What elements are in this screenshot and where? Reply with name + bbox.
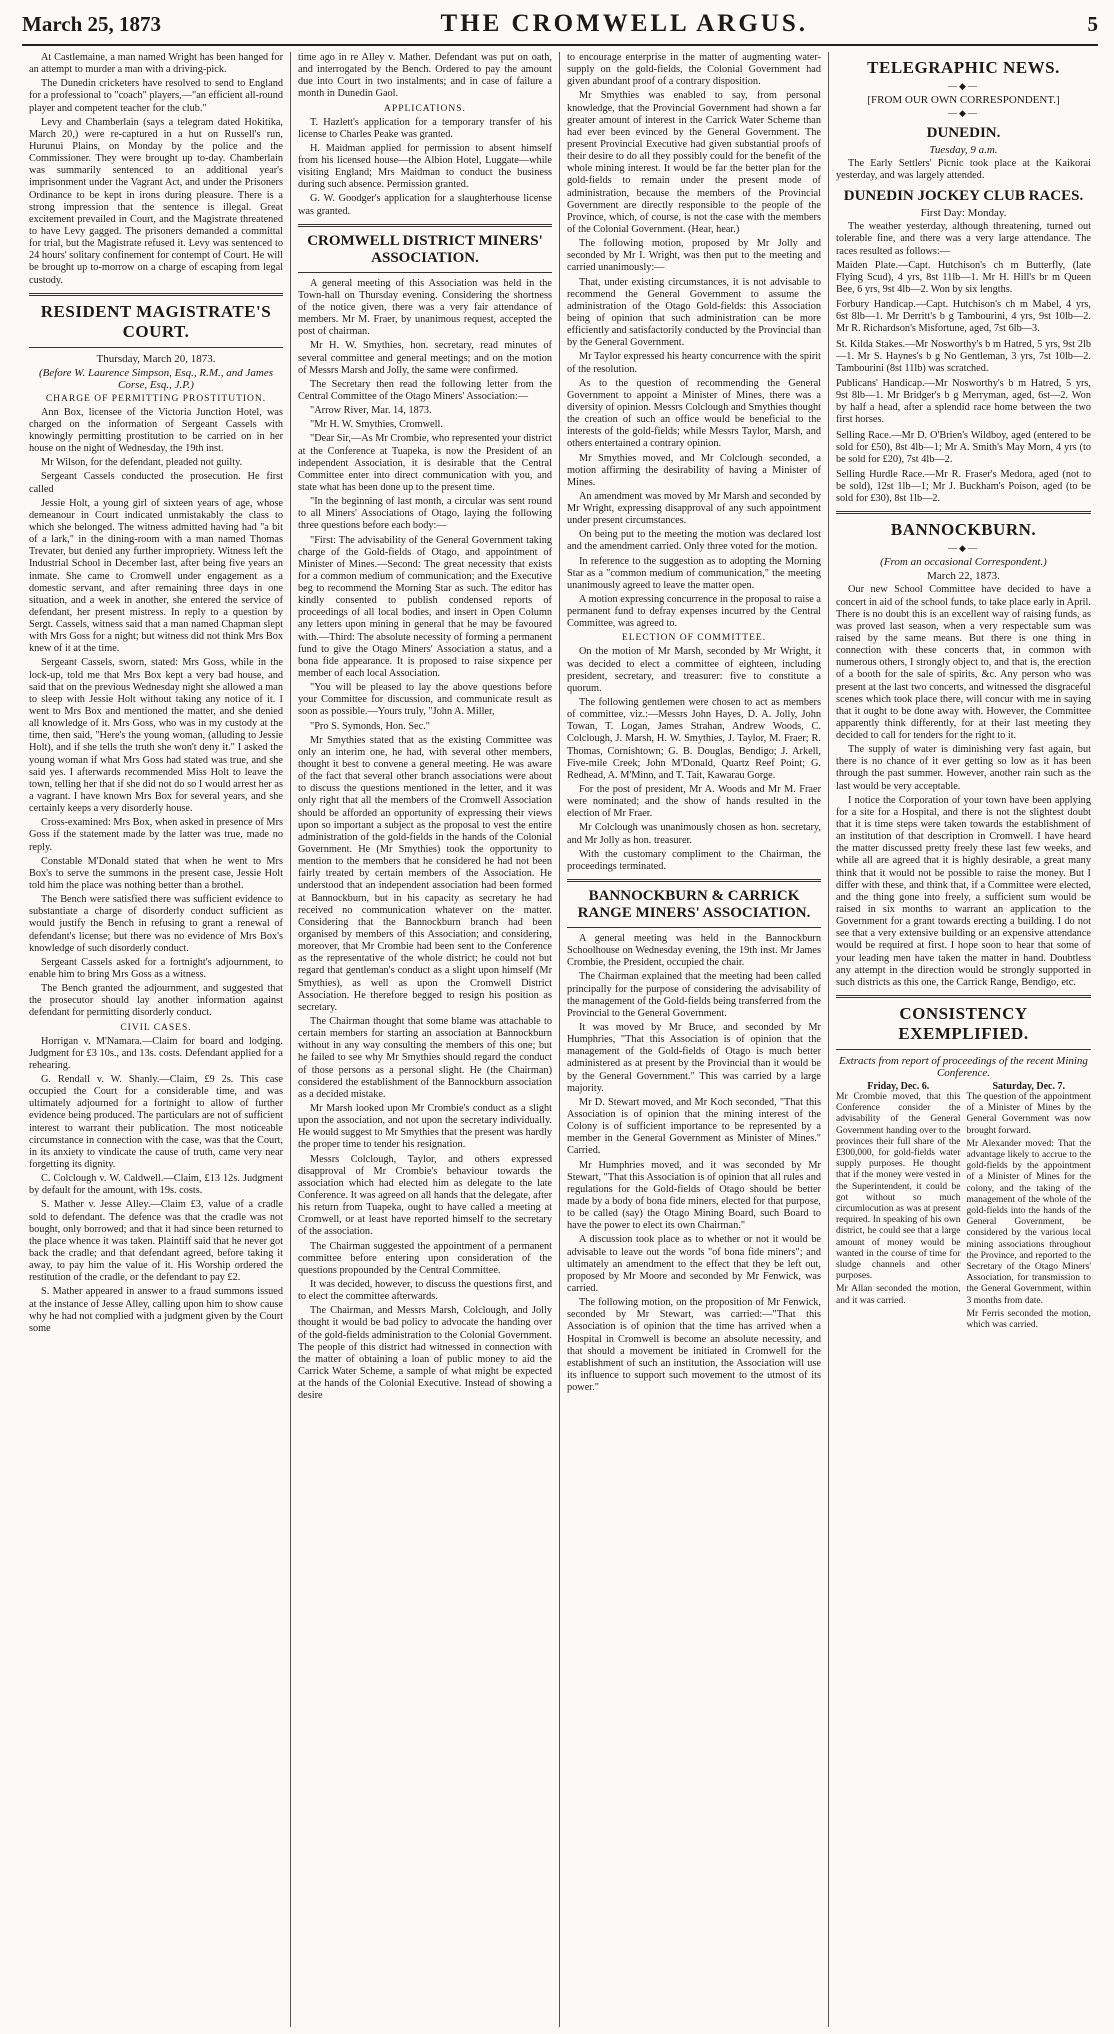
paragraph: A general meeting was held in the Bannockburn Schoolhouse on Wednesday evening, the 19th inst. Mr James Crombie, the President, occupied the chair. <box>567 933 821 969</box>
paragraph: On being put to the meeting the motion was declared lost and the amendment carried. Only three voted for the motion. <box>567 529 821 553</box>
ornament-divider: —◆— <box>948 108 979 118</box>
paragraph: The Secretary then read the following letter from the Central Committee of the Otago Miners' Association:— <box>298 378 552 402</box>
divider <box>567 927 821 928</box>
two-column-extract <box>836 1081 1091 1333</box>
paragraph: The following gentlemen were chosen to act as members of committee, viz.:—Messrs John Hayes, D. A. Jolly, John Towan, T. Logan, James Strahan, Andrew Woods, C. Colclough, J. Marsh, H. W. Smythies, J. Taylor, M. Fraer; R. Thomas, Cornishtown; G. B. Douglas, Bendigo; J. Arkell, Five-mile Creek; John M'Donald, Quartz Reef Point; G. Redhead, A. M'Minn, and T. Tait, Kawarau Gorge. <box>567 697 821 781</box>
paragraph: G. W. Goodger's application for a slaughterhouse license was granted. <box>298 193 552 217</box>
divider <box>836 995 1091 998</box>
paragraph: Mr Humphries moved, and it was seconded by Mr Stewart, "That this Association is of opinion that all rules and regulations for the Gold-fields of Otago should be better made by a body of bona fide miners, elected for that purpose, to be called (say) the Otago Mining Board, such Board to have the power to elect its own Chairman." <box>567 1159 821 1232</box>
paragraph: Mr Ferris seconded the motion, which was carried. <box>966 1308 1091 1331</box>
paragraph: Mr Taylor expressed his hearty concurrence with the spirit of the resolution. <box>567 351 821 375</box>
paragraph: Sergeant Cassels conducted the prosecution. He first called <box>29 471 283 495</box>
paragraph: Jessie Holt, a young girl of sixteen years of age, whose demeanour in Court indicated unmistakably the class to which she belonged. The witness admitted having had "a bit of a lark," in the dining-room with a man named Thomas Trevater, but denied any further impropriety. Witness left the Industrial School in December last, after being five years an inmate. She came to Cromwell under engagement as a domestic servant, and after remaining three days in one situation, and a week in another, she entered the service of defendant, her present mistress. In reply to a question by Sergt. Cassels, witness said that a man named Chapman slept with Mrs Goss for a night; but witness did not think Mrs Box knew of it at the time. <box>29 497 283 655</box>
paragraph: S. Mather v. Jesse Alley.—Claim £3, value of a cradle sold to defendant. The defence was that the cradle was not bought, only borrowed; and that it had since been returned to the place whence it was taken. Plaintiff said that he never got back the cradle; and that defendant agreed, before taking it away, to pay him the value of it. His Worship ordered the restitution of the cradle, or the defendant to pay £2. <box>29 1199 283 1284</box>
ornament-divider: —◆— <box>948 543 979 554</box>
article-heading: CONSISTENCY EXEMPLIFIED. <box>898 1004 1029 1044</box>
paragraph: Messrs Colclough, Taylor, and others expressed disapproval of Mr Crombie's behaviour towards the association which had elected him as delegate to the late Conference. It was agreed on all hands that the delegate, after his return from Tuapeka, ought to have called a meeting at Cromwell, or at least have reported himself to the secretary of the association. <box>298 1153 552 1238</box>
divider <box>298 224 552 227</box>
paragraph: I notice the Corporation of your town have been applying for a site for a Hospital, and there is not the slightest doubt that it is time steps were taken towards the establishment of an institution of that description in Cromwell. I have heard the matter discussed pretty freely these last few weeks, and while all are agreed that it is highly desirable, a great many think that it would not be possible to raise the money. But I differ with these, and think that, if a Committee were elected, and the thing gone into freely, a sufficient sum would be raised in six months to warrant an application to the Government for a grant towards erecting a building. I do not see that a very extensive building or an expensive attendance would be required at first. I hope soon to hear that some of your leading men have taken the matter in hand. Doubtless any attempt in the direction would be strongly supported in such districts as this one, the Carrick Range, Bendigo, etc. <box>836 794 1091 988</box>
masthead-title: THE CROMWELL ARGUS. <box>440 10 808 37</box>
paragraph: "First: The advisability of the General Government taking charge of the Gold-fields of Otago, and appointment of Minister of Mines.—Second: The great necessity that exists for a common medium of communication; and the Executive beg to recommend the Morning Star as such. The editor has kindly consented to publish condensed reports of proceedings of all local bodies, and insert in Open Column any letters upon mining in general that he may be favoured with.—Third: The absolute necessity of forming a permanent fund to give the Otago Miners' Association a status, and a bona fide appearance. It is proposed to raise sixpence per member of each local Association. <box>298 534 552 680</box>
extract-date: Saturday, Dec. 7. <box>992 1081 1065 1093</box>
masthead <box>22 10 1098 46</box>
column-4 <box>829 52 1098 2027</box>
paragraph: It was moved by Mr Bruce, and seconded by Mr Humphries, "That this Association is of opinion that the management of the Gold-fields of Otago is much better administered as at present by the Provincial than it would be by the General Government." This was carried by a large majority. <box>567 1021 821 1094</box>
article-byline: (From an occasional Correspondent.) <box>880 556 1047 569</box>
article-subheading: Extracts from report of proceedings of the recent Mining Conference. <box>839 1055 1088 1080</box>
paragraph: Sergeant Cassels, sworn, stated: Mrs Goss, while in the lock-up, told me that Mrs Box kept a very bad house, and said that on the previous Wednesday night she allowed a man to sleep with Jessie Holt without taking any notice of it. I went to Mrs Box and mentioned the matter, and she denied all knowledge of it. Mrs Goss, who was in my custody at the time, then said, "Here's the young woman, (alluding to Jessie Holt), and if she tells the truth she won't deny it." I asked the young woman if what Mrs Goss had stated was true, and she said yes. I afterwards recommended Miss Holt to leave the town, telling her that if she did not do so I would arrest her as a vagrant. I have known Mrs Box for several years, and she certainly keeps a very disorderly house. <box>29 657 283 815</box>
paragraph: Mr Smythies moved, and Mr Colclough seconded, a motion affirming the desirability of having a Minister of Mines. <box>567 452 821 488</box>
article-heading: CROMWELL DISTRICT MINERS' ASSOCIATION. <box>307 232 543 266</box>
article-date: Tuesday, 9 a.m. <box>929 144 998 156</box>
race-result: Publicans' Handicap.—Mr Nosworthy's b m Hatred, 5 yrs, 9st 8lb—1. Mr Bridger's b g Merryman, aged, 6st—2. Won by half a head, after a splendid race home between the two first horses. <box>836 377 1091 426</box>
paragraph: "Dear Sir,—As Mr Crombie, who represented your district at the Conference at Tuapeka, is now the President of an independent Association, it is desirable that the Central Committee enter into direct communication with you, and state what has been done up to the present time. <box>298 433 552 493</box>
article-date: Thursday, March 20, 1873. <box>96 352 216 365</box>
race-result: St. Kilda Stakes.—Mr Nosworthy's b m Hatred, 5 yrs, 9st 2lb—1. Mr S. Haynes's b g No Gentleman, 3 yrs, 7st 10lb—2. Tambourini (8st 11lb) was scratched. <box>836 338 1091 374</box>
paragraph: Mr H. W. Smythies, hon. secretary, read minutes of several committee and general meetings; and on the motion of Messrs Marsh and Jolly, the same were confirmed. <box>298 340 552 376</box>
paragraph: Sergeant Cassels asked for a fortnight's adjournment, to enable him to bring Mrs Goss as a witness. <box>29 956 283 980</box>
paragraph: T. Hazlett's application for a temporary transfer of his license to Charles Peake was granted. <box>298 116 552 140</box>
section-subheading: CHARGE OF PERMITTING PROSTITUTION. <box>45 393 267 404</box>
page-number: 5 <box>1087 12 1098 36</box>
divider <box>29 293 283 296</box>
race-result: Selling Race.—Mr D. O'Brien's Wildboy, aged (entered to be sold for £50), 8st 4lb—1; Mr A. Smith's May Morn, 4 yrs (to be sold for £20), 7st 4lb—2. <box>836 429 1091 465</box>
paragraph: Mr D. Stewart moved, and Mr Koch seconded, "That this Association is of opinion that the mining interest of the Colony is of sufficient importance to be represented by a member in the General Government as Minister of Mines." Carried. <box>567 1096 821 1157</box>
paragraph: The weather yesterday, although threatening, turned out tolerable fine, and there was a very large attendance. The races resulted as follows:— <box>836 221 1091 257</box>
paragraph: The Chairman thought that some blame was attachable to certain members for starting an association at Bannockburn without in any way consulting the members of this one; but he failed to see why Mr Smythies should regard the conduct of those persons as a personal slight. He (the Chairman) considered the establishment of the Bannockburn association as a decided mistake. <box>298 1015 552 1100</box>
paragraph: At Castlemaine, a man named Wright has been hanged for an attempt to murder a man with a driving-pick. <box>29 52 283 76</box>
paragraph: The Chairman, and Messrs Marsh, Colclough, and Jolly thought it would be bad policy to advocate the handing over of the gold-fields administration to the Colonial Government. The people of this district had witnessed in connection with the matter of obtaining a loan of public money to aid the Carrick Water Scheme, a sample of what might be expected at the hands of the Colonial Executive. Instead of showing a desire <box>298 1305 552 1402</box>
section-heading: DUNEDIN. <box>926 125 1001 141</box>
divider <box>298 272 552 273</box>
paragraph: The question of the appointment of a Minister of Mines by the General Government was now brought forward. <box>966 1092 1091 1136</box>
divider <box>836 1049 1091 1050</box>
paragraph: The Bench were satisfied there was sufficient evidence to substantiate a charge of disorderly conduct sufficient as would justify the Bench in refusing to grant a renewal of defendant's license; but there was no evidence of Mrs Box's knowledge of such disorderly conduct. <box>29 894 283 954</box>
paragraph: "Arrow River, Mar. 14, 1873. <box>310 405 432 417</box>
paragraph: Mr Crombie moved, that this Conference consider the advisability of the General Government handing over to the provinces their full share of the £300,000, for gold-fields water supply purposes. He thought that if the money were vested in the Superintendent, it could be got without so much circumlocution as was at present required. In speaking of his own district, he could see that a large amount of money would be wanted in the course of time for sludge channels and other purposes. <box>836 1092 961 1282</box>
paragraph: It was decided, however, to discuss the questions first, and to elect the committee afterwards. <box>298 1278 552 1303</box>
paragraph: As to the question of recommending the General Government to appoint a Minister of Mines, there was a diversity of opinion. Messrs Colclough and Smythies thought the creation of such an office would be beneficial to the interests of the gold-fields; while Messrs Taylor, Marsh, and others entertained a contrary opinion. <box>567 377 821 450</box>
paragraph: Mr Colclough was unanimously chosen as hon. secretary, and Mr Jolly as hon. treasurer. <box>567 822 821 846</box>
paragraph: The supply of water is diminishing very fast again, but there is no chance of it ever getting so low as it has been through the past summer. However, another rain such as the last would be very acceptable. <box>836 744 1091 792</box>
race-result: Maiden Plate.—Capt. Hutchison's ch m Butterfly, (late Flying Scud), 4 yrs, 8st 11lb—1. Mr H. Hill's br m Queen Bee, 6 yrs, 9st 4lb—2. Won by six lengths. <box>836 259 1091 295</box>
article-heading: BANNOCKBURN & CARRICK RANGE MINERS' ASSOCIATION. <box>577 888 811 921</box>
article-byline: (Before W. Laurence Simpson, Esq., R.M., and James Corse, Esq., J.P.) <box>38 366 274 391</box>
paragraph: The Bench granted the adjournment, and suggested that the prosecutor should lay another information against defendant for permitting disorderly conduct. <box>29 983 283 1019</box>
divider <box>29 347 283 348</box>
masthead-date: March 25, 1873 <box>22 12 162 36</box>
column-1 <box>22 52 291 2027</box>
paragraph: "You will be pleased to lay the above questions before your Committee for discussion, and communicate result as soon as possible.—Yours truly, "John A. Miller, <box>298 682 552 718</box>
race-result: Selling Hurdle Race.—Mr R. Fraser's Medora, aged (not to be sold), 12st 1lb—1; Mr J. Buckham's Poison, aged (to be sold for £30), 8st 1lb—2. <box>836 468 1091 505</box>
paragraph: Levy and Chamberlain (says a telegram dated Hokitika, March 20,) were re-captured in a hut on Russell's run, Hurunui Plains, on Monday by the police and the Commissioner. They were brought up to-day. Chamberlain was summarily sentenced to an additional year's imprisonment under the Vagrant Act, and under the Prisoners Ordinance to be kept in irons during pleasure. There is a strong impression that the sentence is illegal. Great excitement prevailed in Court, and the Magistrate threatened to have Levy gagged. The prisoners demanded a committal for trial, but the Magistrate refused it. Levy was sentenced to 24 hours' solitary confinement for contempt of Court. He will be brought up to-morrow on a charge of escaping from legal custody. <box>29 116 283 286</box>
paragraph: A motion expressing concurrence in the proposal to raise a permanent fund to defray expenses incurred by the Central Committee, was agreed to. <box>567 594 821 630</box>
paragraph: The following motion, on the proposition of Mr Fenwick, seconded by Mr Stewart, was carried:—"That this Association is of opinion that the time has arrived when a Hospital in Cromwell is become an absolute necessity, and that should a movement be initiated in Cromwell for the establishment of such an institution, the Association will use its influence to support such movement to the utmost of its power." <box>567 1297 821 1394</box>
extract-right <box>967 1081 1092 1333</box>
paragraph: Our new School Committee have decided to have a concert in aid of the school funds, to take place early in April. There is no doubt this is an excellent way of raising funds, as was proved last season, when a very respectable sum was raised by the same means. But there is one thing in connection with these concerts that, in common with numerous others, I strongly object to, and that is, the erection of a booth for the sale of spirits, &c. Any person who was present at the last two concerts, and witnessed the disgraceful scenes which took place there, will concur with me in saying that it ought to be done away with. However, the Committee apparently think differently, for at their last meeting they decided to call for tenders for the right to it. <box>836 584 1091 742</box>
paragraph: A discussion took place as to whether or not it would be advisable to leave out the words "of bona fide miners"; and ultimately an amendment to the effect that they be left out, proposed by Mr Moore and seconded by Mr Fenwick, was carried. <box>567 1234 821 1294</box>
paragraph: On the motion of Mr Marsh, seconded by Mr Wright, it was decided to elect a committee of eighteen, including president, secretary, and treasurer: five to constitute a quorum. <box>567 646 821 694</box>
column-3 <box>560 52 829 2027</box>
paragraph: "Pro S. Symonds, Hon. Sec." <box>310 720 430 732</box>
paragraph: to encourage enterprise in the matter of augmenting water-supply on the gold-fields, the Colonial Government had given abundant proof of a contrary disposition. <box>567 52 821 88</box>
paragraph: G. Rendall v. W. Shanly.—Claim, £9 2s. This case occupied the Court for a considerable time, and was ultimately adjourned for a fortnight to allow of further evidence being produced. The particulars are not of sufficient interest to warrant their publication. The most noticeable circumstance in connection with the case, was that the Court, in its anxiety to vindicate the cause of truth, came very near forgetting its dignity. <box>29 1073 283 1170</box>
columns <box>22 52 1098 2027</box>
paragraph: Mr Allan seconded the motion, and it was carried. <box>836 1284 961 1306</box>
paragraph: The Chairman suggested the appointment of a permanent committee before entering upon consideration of the questions propounded by the Central Committee. <box>298 1240 552 1276</box>
paragraph: With the customary compliment to the Chairman, the proceedings terminated. <box>567 848 821 872</box>
divider <box>836 511 1091 514</box>
paragraph: "Mr H. W. Smythies, Cromwell. <box>310 419 443 431</box>
paragraph: S. Mather appeared in answer to a fraud summons issued at the instance of Jesse Alley, calling upon him to show cause why he had not complied with a judgment given by the Court some <box>29 1286 283 1334</box>
section-heading: DUNEDIN JOCKEY CLUB RACES. <box>843 188 1084 205</box>
extract-left <box>836 1081 961 1333</box>
article-byline: [FROM OUR OWN CORRESPONDENT.] <box>867 94 1060 106</box>
article-heading: BANNOCKBURN. <box>890 520 1037 540</box>
paragraph: The Dunedin cricketers have resolved to send to England for a professional to "coach" players,—"an efficient all-round player and competent teacher for the club." <box>29 78 283 114</box>
article-date: March 22, 1873. <box>927 570 1000 583</box>
paragraph: In reference to the suggestion as to adopting the Morning Star as a "common medium of communication," the meeting unanimously agreed to leave the matter open. <box>567 555 821 591</box>
extract-date: Friday, Dec. 6. <box>867 1081 930 1093</box>
paragraph: Constable M'Donald stated that when he went to Mrs Box's to serve the summons in the present case, Jessie Holt told him the place was nothing better than a brothel. <box>29 855 283 892</box>
paragraph: H. Maidman applied for permission to absent himself from his licensed house—the Albion Hotel, Luggate—while visiting England; Mrs Maidman to conduct the business during such absence. Permission granted. <box>298 142 552 191</box>
divider <box>567 879 821 882</box>
paragraph: Mr Smythies was enabled to say, from personal knowledge, that the Provincial Government had shown a far greater amount of interest in the Carrick Water Scheme than had ever been evinced by the General Government. The present Provincial Executive had given substantial proofs of their desire to do all they possibly could for the benefit of the whole mining interest. It would be far the better plan for the gold-fields to remain under the present mode of administration, because the members of the Provincial Government are directly responsible to the people of the Province, which, of course, is not the case with the members of the Colonial Government. (Hear, hear.) <box>567 90 821 235</box>
paragraph: Cross-examined: Mrs Box, when asked in presence of Mrs Goss if the statement made by the latter was true, made no reply. <box>29 817 283 853</box>
paragraph: time ago in re Alley v. Mather. Defendant was put on oath, and interrogated by the Bench. Ordered to pay the amount due into Court in two instalments; and in case of failure a month in Dunedin Gaol. <box>298 52 552 100</box>
paragraph: "In the beginning of last month, a circular was sent round to all Miners' Associations of Otago, laying the following three questions before each body:— <box>298 496 552 532</box>
section-subheading: CIVIL CASES. <box>120 1022 192 1033</box>
section-subheading: ELECTION OF COMMITTEE. <box>621 633 767 644</box>
paragraph: Ann Box, licensee of the Victoria Junction Hotel, was charged on the information of Sergeant Cassels with knowingly permitting prostitution to be carried on in her house on the night of Wednesday, the 19th inst. <box>29 406 283 455</box>
article-heading: RESIDENT MAGISTRATE'S COURT. <box>40 301 272 341</box>
section-subheading: APPLICATIONS. <box>384 103 466 114</box>
paragraph: For the post of president, Mr A. Woods and Mr M. Fraer were nominated; and the show of hands resulted in the election of Mr Fraer. <box>567 784 821 820</box>
paragraph: Horrigan v. M'Namara.—Claim for board and lodging. Judgment for £3 10s., and 13s. costs. Defendant applied for a rehearing. <box>29 1035 283 1071</box>
paragraph: That, under existing circumstances, it is not advisable to recommend the General Government to assume the administration of the Otago Gold-fields: this Association being of opinion that such administration can be more efficiently and satisfactorily conducted by the Provincial than by the General Government. <box>567 276 821 349</box>
paragraph: Mr Wilson, for the defendant, pleaded not guilty. <box>41 457 243 469</box>
section-subheading: First Day: Monday. <box>920 207 1007 220</box>
paragraph: Mr Smythies stated that as the existing Committee was only an interim one, he had, with several other members, thought it best to convene a general meeting. He was aware of the fact that several other branch associations were about to discuss the questions mentioned in the letter, and it was only right that all the members of the Cromwell Association should be afforded an opportunity of expressing their views upon so important a subject as the proposal to vest the entire administration of the gold-fields in the hands of the Colonial Government. He (Mr Smythies) took the opportunity to mention to the members that he considered he had not been fairly treated by certain members of the Association. He understood that an independent association had been formed at Bannockburn, but in his capacity as secretary he had received no communication whatever on the matter. Considering that the Bannockburn branch had been organised by members of this Association; and considering, moreover, that Mr Crombie had been sent to the Conference as the representative of the whole district; he could not but regard that gentleman's conduct as a slight upon himself (Mr Smythies), as well as upon the Cromwell District Association. He therefore begged to resign his position as secretary. <box>298 734 552 1013</box>
column-2 <box>291 52 560 2027</box>
race-result: Forbury Handicap.—Capt. Hutchison's ch m Mabel, 4 yrs, 6st 8lb—1. Mr Derritt's b g Tambourini, 4 yrs, 9st 10lb—2. Mr R. Richardson's Misfortune, aged, 7st 6lb—3. <box>836 299 1091 335</box>
article-heading: TELEGRAPHIC NEWS. <box>867 58 1060 77</box>
paragraph: The following motion, proposed by Mr Jolly and seconded by Mr I. Wright, was then put to the meeting and carried unanimously:— <box>567 238 821 274</box>
ornament-divider: —◆— <box>948 81 979 91</box>
paragraph: C. Colclough v. W. Caldwell.—Claim, £13 12s. Judgment by default for the amount, with 19s. costs. <box>29 1173 283 1197</box>
paragraph: A general meeting of this Association was held in the Town-hall on Thursday evening. Considering the shortness of the notice given, there was a very fair attendance of members. Mr M. Fraer, by unanimous request, accepted the post of chairman. <box>298 277 552 338</box>
paragraph: The Early Settlers' Picnic took place at the Kaikorai yesterday, and was largely attended. <box>836 158 1091 182</box>
paragraph: Mr Alexander moved: That the advantage likely to accrue to the gold-fields by the appointment of a Minister of Mines for the colony, and the taking of the management of the whole of the gold-fields into the hands of the General Government, be considered by the various local mining associations throughout the Province, and reported to the Secretary of the Otago Miners' Association, for transmission to the General Government, within 3 months from date. <box>966 1138 1091 1306</box>
paragraph: An amendment was moved by Mr Marsh and seconded by Mr Wright, expressing disapproval of any such appointment under present circumstances. <box>567 490 821 527</box>
paragraph: The Chairman explained that the meeting had been called principally for the purpose of considering the advisability of the management of the Gold-fields being transferred from the Provincial to the General Government. <box>567 971 821 1019</box>
paragraph: Mr Marsh looked upon Mr Crombie's conduct as a slight upon the association, and not upon the secretary individually. He would suggest to Mr Smythies that the present was hardly the proper time to tender his resignation. <box>298 1102 552 1151</box>
